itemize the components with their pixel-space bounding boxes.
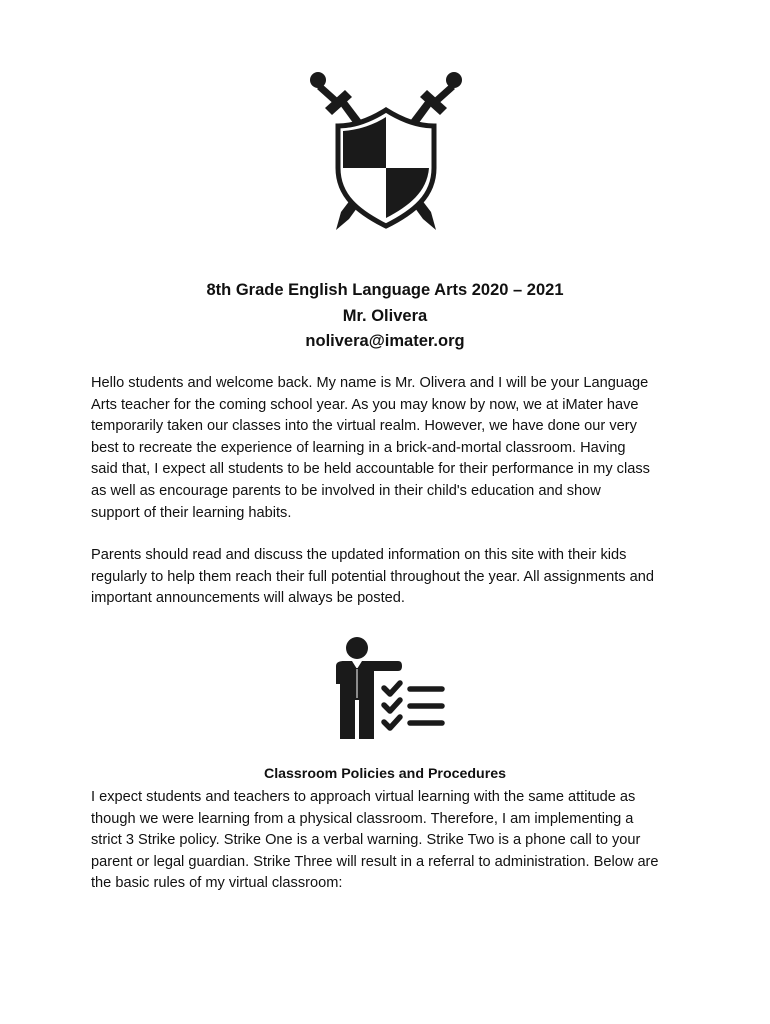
shield-crossed-swords-icon <box>305 70 467 236</box>
intro-paragraph-1 <box>91 373 691 524</box>
text-line: as well as encourage parents to be involved in their child's education and show <box>91 482 601 499</box>
teacher-name: Mr. Olivera <box>342 306 428 325</box>
text-line: important announcements will always be posted. <box>91 590 405 607</box>
text-line: strict 3 Strike policy. Strike One is a verbal warning. Strike Two is a phone call to your <box>91 832 641 849</box>
text-line: Parents should read and discuss the updated information on this site with their kids <box>91 547 627 563</box>
policies-paragraph <box>91 787 691 895</box>
course-title: 8th Grade English Language Arts 2020 – 2021 <box>206 281 564 299</box>
teacher-email: nolivera@imater.org <box>305 332 465 350</box>
text-line: temporarily taken our classes into the virtual realm. However, we have done our very <box>91 418 637 435</box>
text-line: I expect students and teachers to approach virtual learning with the same attitude as <box>91 789 636 805</box>
text-line: support of their learning habits. <box>91 504 292 521</box>
section-heading: Classroom Policies and Procedures <box>263 766 507 782</box>
document-header <box>0 278 770 355</box>
text-line: parent or legal guardian. Strike Three will result in a referral to administration. Below are <box>91 853 659 870</box>
intro-paragraph-2 <box>91 545 691 610</box>
text-line: best to recreate the experience of learning in a brick-and-mortal classroom. Having <box>91 439 626 456</box>
teacher-checklist-icon <box>330 636 448 740</box>
text-line: Hello students and welcome back. My name is Mr. Olivera and I will be your Language <box>91 375 649 391</box>
text-line: the basic rules of my virtual classroom: <box>91 875 343 892</box>
text-line: though we were learning from a physical classroom. Therefore, I am implementing a <box>91 810 634 827</box>
text-line: said that, I expect all students to be held accountable for their performance in my class <box>91 461 650 478</box>
text-line: regularly to help them reach their full potential throughout the year. All assignments and <box>91 568 655 585</box>
text-line: Arts teacher for the coming school year. As you may know by now, we at iMater have <box>91 396 639 413</box>
